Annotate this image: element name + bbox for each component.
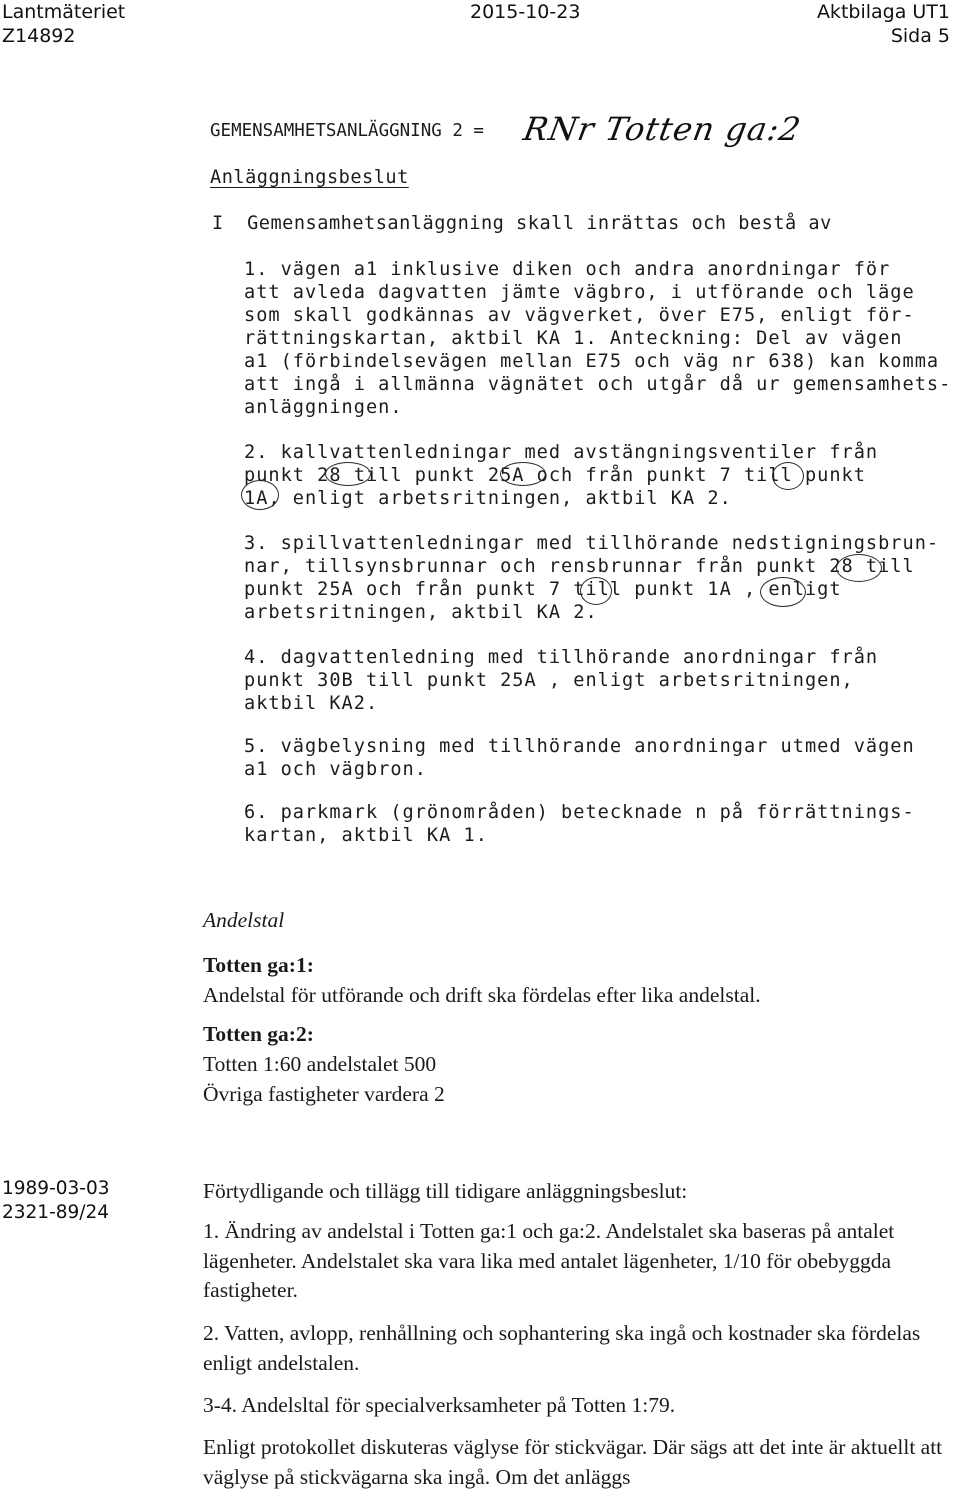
- totten-ga1-text: Andelstal för utförande och drift ska fördelas efter lika andelstal.: [203, 983, 761, 1007]
- scan-item-6: 6. parkmark (grönområden) betecknade n på förrättnings- kartan, aktbil KA 1.: [244, 802, 915, 846]
- totten-ga1-label: Totten ga:1:: [203, 953, 314, 977]
- decision-item-1: 1. Ändring av andelstal i Totten ga:1 och ga:2. Andelstalet ska baseras på antalet lägenheter. Andelstalet ska vara lika med antalet lägenheter, 1/10 för obebyggda fastigheter.: [203, 1219, 895, 1302]
- point-circle-1a-b: [760, 577, 806, 607]
- decision-item-2: 2. Vatten, avlopp, renhållning och sophantering ska ingå och kostnader ska fördelas enligt andelstalen.: [203, 1321, 921, 1375]
- point-circle-7b: [580, 577, 612, 605]
- point-circle-28b: [836, 554, 882, 582]
- scan-item-2: 2. kallvattenledningar med avstängningsventiler från punkt 28 till punkt 25A och från punkt 7 till punkt 1A, enligt arbetsritningen, aktbil KA 2.: [244, 442, 879, 509]
- scan-item-3: 3. spillvattenledningar med tillhörande nedstigningsbrun- nar, tillsynsbrunnar och rensbrunnar från punkt 28 till punkt 25A och från punkt 7 till punkt 1A , enligt arbetsritningen, aktbil KA 2.: [244, 533, 940, 623]
- decision-date: 1989-03-03: [2, 1178, 110, 1199]
- header-date: 2015-10-23: [470, 1, 581, 23]
- decision-reference: 2321-89/24: [2, 1202, 110, 1223]
- header-page-number: Sida 5: [890, 25, 950, 47]
- point-circle-25a: [500, 462, 546, 486]
- andelstal-heading: Andelstal: [203, 908, 285, 932]
- header-case-id: Z14892: [2, 25, 76, 47]
- handwritten-annotation: RNr Totten ga:2: [520, 110, 805, 148]
- totten-ga2-line-2: Övriga fastigheter vardera 2: [203, 1082, 445, 1106]
- decision-protocol-note: Enligt protokollet diskuteras väglyse för stickvägar. Där sägs att det inte är aktuellt att väglyse på stickvägarna ska ingå. Om det anläggs: [203, 1435, 943, 1489]
- point-circle-1a: [241, 480, 279, 510]
- scan-intro: I Gemensamhetsanläggning skall inrättas och bestå av: [212, 213, 832, 234]
- decision-intro: Förtydligande och tillägg till tidigare anläggningsbeslut:: [203, 1179, 688, 1203]
- scan-item-5: 5. vägbelysning med tillhörande anordningar utmed vägen a1 och vägbron.: [244, 736, 915, 780]
- totten-ga2-line-1: Totten 1:60 andelstalet 500: [203, 1052, 437, 1076]
- header-organization: Lantmäteriet: [2, 1, 126, 23]
- header-attachment: Aktbilaga UT1: [816, 1, 950, 23]
- decision-item-3-4: 3-4. Andelsltal för specialverksamheter på Totten 1:79.: [203, 1393, 676, 1417]
- scan-title: GEMENSAMHETSANLÄGGNING 2 =: [210, 121, 484, 141]
- scan-subtitle: Anläggningsbeslut: [210, 167, 409, 188]
- totten-ga2-label: Totten ga:2:: [203, 1022, 314, 1046]
- scan-item-4: 4. dagvattenledning med tillhörande anordningar från punkt 30B till punkt 25A , enligt arbetsritningen, aktbil KA2.: [244, 647, 879, 714]
- point-circle-28: [325, 462, 371, 486]
- scan-item-1: 1. vägen a1 inklusive diken och andra anordningar för att avleda dagvatten jämte vägbro, i utförande och läge som skall godkännas av vägverket, över E75, enligt för- rättningskartan, aktbil KA 1. Anteckning: Del av vägen a1 (förbindelsevägen mellan E75 och väg nr 638) kan komma att ingå i allmänna vägnätet och utgår då ur gemensamhets- anläggningen.: [244, 259, 952, 418]
- point-circle-7: [772, 462, 804, 490]
